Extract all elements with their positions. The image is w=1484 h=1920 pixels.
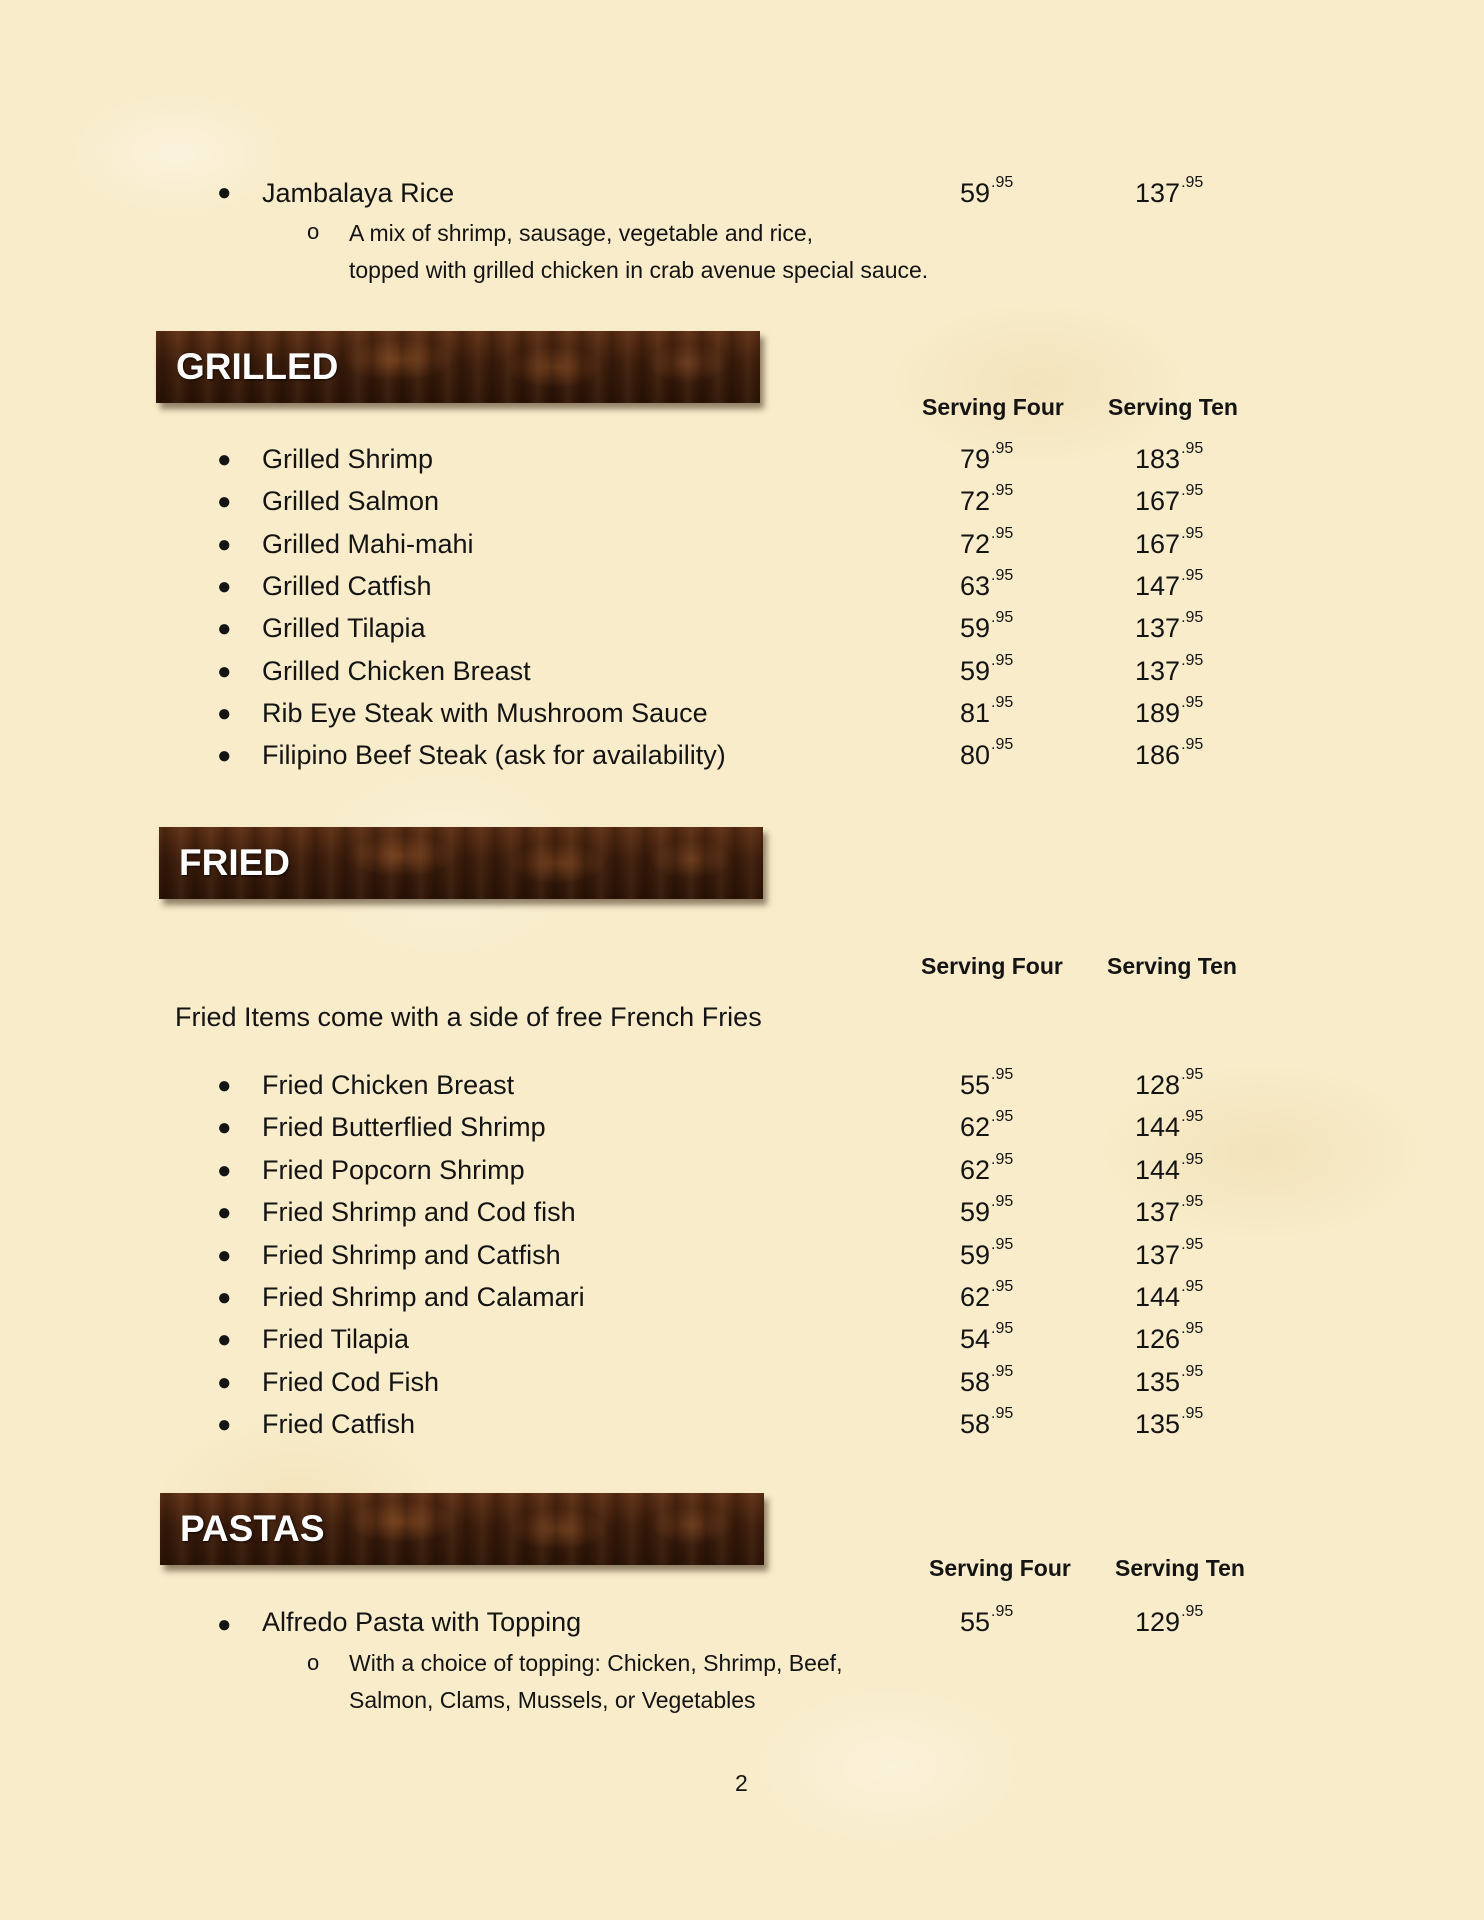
price-serving-four: $63^{.95}$ — [960, 566, 1014, 601]
item-description: With a choice of topping: Chicken, Shrimp, Beef, Salmon, Clams, Mussels, or Vegetables — [349, 1650, 843, 1713]
item-name: Fried Chicken Breast — [262, 1070, 515, 1100]
bullet-icon: ● — [217, 1199, 232, 1227]
price-serving-four: $59^{.95}$ — [960, 1193, 1014, 1228]
section-banner-fried — [159, 827, 763, 899]
price-serving-four: $59^{.95}$ — [960, 609, 1014, 644]
bullet-icon: ● — [217, 699, 232, 727]
bullet-icon: ● — [217, 446, 232, 473]
column-header-serving-ten: Serving Ten — [1108, 394, 1238, 420]
item-name: Fried Catfish — [262, 1409, 416, 1440]
price-serving-ten: $147^{.95}$ — [1135, 566, 1204, 601]
bullet-icon: ● — [217, 1326, 232, 1354]
price-serving-ten: $186^{.95}$ — [1135, 736, 1204, 771]
sub-bullet-icon: o — [307, 1650, 320, 1675]
price-serving-ten: $137^{.95}$ — [1135, 174, 1204, 208]
bullet-icon: ● — [217, 1611, 232, 1638]
bullet-icon: ● — [217, 1411, 232, 1439]
price-serving-ten: $144^{.95}$ — [1135, 1278, 1204, 1312]
item-name: Fried Popcorn Shrimp — [262, 1154, 525, 1185]
item-name: Grilled Chicken Breast — [262, 655, 531, 686]
sub-bullet-icon: o — [307, 219, 320, 244]
price-serving-ten: $144^{.95}$ — [1135, 1108, 1204, 1143]
page-number: 2 — [735, 1770, 748, 1796]
price-serving-four: $62^{.95}$ — [960, 1278, 1014, 1312]
section-banner-pastas — [160, 1493, 764, 1565]
price-serving-ten: $137^{.95}$ — [1135, 651, 1204, 686]
price-serving-four: $62^{.95}$ — [960, 1108, 1014, 1143]
item-name: Fried Tilapia — [262, 1324, 410, 1355]
bullet-icon: ● — [217, 1072, 232, 1099]
bullet-icon: ● — [217, 742, 232, 770]
bullet-icon: ● — [217, 1114, 232, 1142]
bullet-icon: ● — [217, 657, 232, 685]
price-serving-four: $79^{.95}$ — [960, 440, 1014, 474]
bullet-icon: ● — [217, 179, 232, 206]
item-name: Jambalaya Rice — [262, 178, 455, 208]
item-name: Fried Shrimp and Catfish — [262, 1239, 561, 1270]
column-header-serving-ten: Serving Ten — [1115, 1555, 1245, 1581]
price-serving-ten: $126^{.95}$ — [1135, 1320, 1204, 1355]
item-name: Grilled Salmon — [262, 486, 440, 517]
bullet-icon: ● — [217, 1284, 232, 1311]
price-serving-four: $80^{.95}$ — [960, 736, 1014, 771]
price-serving-ten: $137^{.95}$ — [1135, 1235, 1204, 1270]
price-serving-ten: $167^{.95}$ — [1135, 482, 1204, 517]
price-serving-four: $55^{.95}$ — [960, 1066, 1014, 1100]
item-name: Grilled Shrimp — [262, 444, 434, 474]
price-serving-ten: $167^{.95}$ — [1135, 524, 1204, 559]
section-banner-grilled — [156, 331, 760, 403]
item-name: Fried Butterflied Shrimp — [262, 1112, 546, 1143]
price-serving-four: $54^{.95}$ — [960, 1320, 1014, 1355]
price-serving-four: $59^{.95}$ — [960, 651, 1014, 686]
price-serving-four: $59^{.95}$ — [960, 1235, 1014, 1270]
bullet-icon: ● — [217, 530, 232, 558]
item-name: Fried Shrimp and Calamari — [262, 1282, 585, 1312]
column-header-serving-four: Serving Four — [929, 1555, 1071, 1581]
price-serving-ten: $135^{.95}$ — [1135, 1405, 1204, 1440]
item-name: Fried Cod Fish — [262, 1366, 440, 1397]
price-serving-ten: $189^{.95}$ — [1135, 693, 1204, 728]
item-name: Grilled Catfish — [262, 570, 432, 601]
price-serving-ten: $128^{.95}$ — [1135, 1066, 1204, 1100]
item-name: Alfredo Pasta with Topping — [262, 1607, 582, 1637]
column-header-serving-ten: Serving Ten — [1107, 953, 1237, 979]
price-serving-ten: $135^{.95}$ — [1135, 1362, 1204, 1397]
section-title: PASTAS — [180, 1508, 325, 1549]
item-name: Grilled Tilapia — [262, 613, 426, 644]
item-name: Rib Eye Steak with Mushroom Sauce — [262, 697, 708, 728]
item-name: Grilled Mahi-mahi — [262, 528, 474, 559]
bullet-icon: ● — [217, 488, 232, 516]
column-header-serving-four: Serving Four — [922, 394, 1064, 420]
column-header-serving-four: Serving Four — [921, 953, 1063, 979]
fried-note: Fried Items come with a side of free French Fries — [175, 1002, 762, 1032]
item-name: Fried Shrimp and Cod fish — [262, 1197, 576, 1228]
price-serving-four: $59^{.95}$ — [960, 174, 1014, 208]
price-serving-four: $72^{.95}$ — [960, 524, 1014, 559]
price-serving-four: $62^{.95}$ — [960, 1150, 1014, 1185]
price-serving-four: $72^{.95}$ — [960, 482, 1014, 517]
price-serving-four: $81^{.95}$ — [960, 693, 1014, 728]
bullet-icon: ● — [217, 572, 232, 600]
bullet-icon: ● — [217, 1241, 232, 1269]
bullet-icon: ● — [217, 1368, 232, 1396]
price-serving-four: $55^{.95}$ — [960, 1603, 1014, 1637]
price-serving-four: $58^{.95}$ — [960, 1362, 1014, 1397]
price-serving-four: $58^{.95}$ — [960, 1405, 1014, 1440]
bullet-icon: ● — [217, 1156, 232, 1184]
price-serving-ten: $129^{.95}$ — [1135, 1603, 1204, 1637]
price-serving-ten: $137^{.95}$ — [1135, 1193, 1204, 1228]
item-name: Filipino Beef Steak (ask for availability) — [262, 740, 726, 771]
section-title: FRIED — [179, 842, 290, 883]
price-serving-ten: $183^{.95}$ — [1135, 440, 1204, 474]
item-description: A mix of shrimp, sausage, vegetable and rice, topped with grilled chicken in crab avenue special sauce. — [349, 220, 929, 283]
price-serving-ten: $144^{.95}$ — [1135, 1150, 1204, 1185]
price-serving-ten: $137^{.95}$ — [1135, 609, 1204, 644]
bullet-icon: ● — [217, 615, 232, 643]
section-title: GRILLED — [176, 346, 339, 387]
